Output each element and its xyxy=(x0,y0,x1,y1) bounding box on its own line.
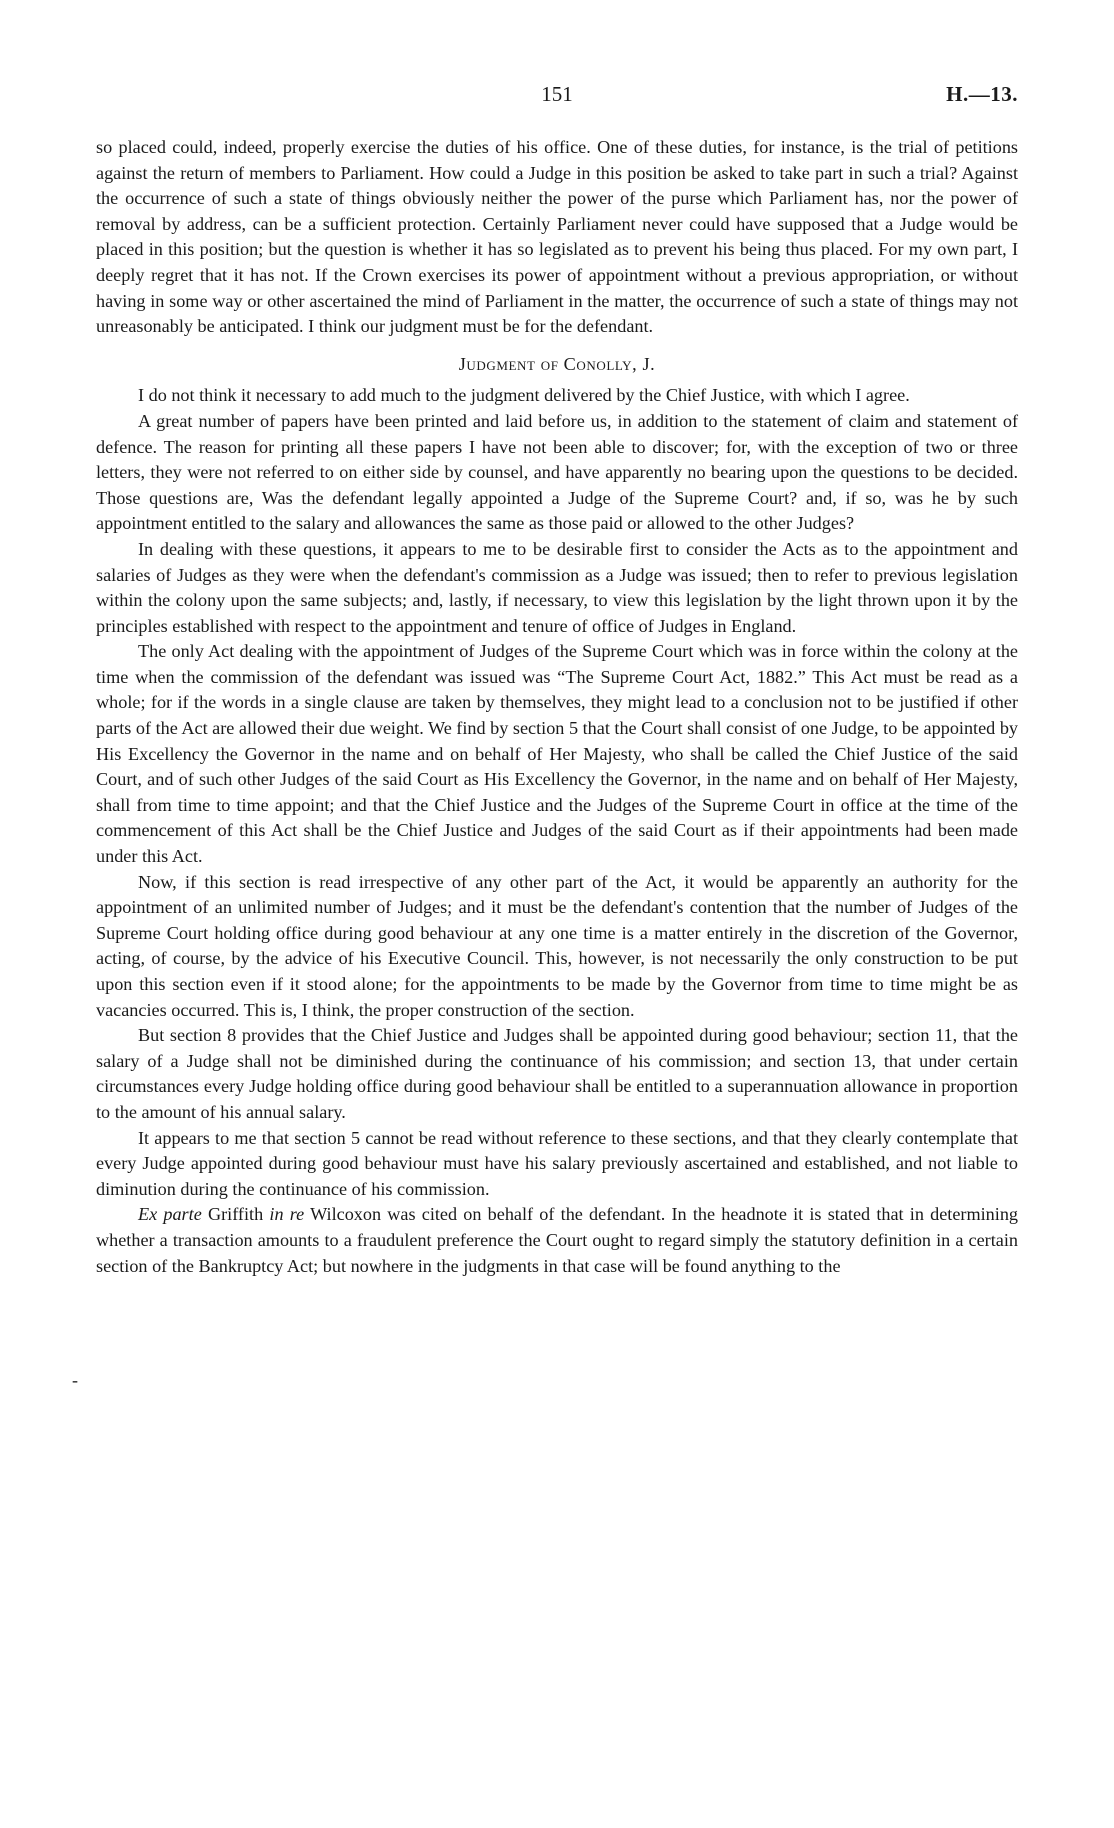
paragraph-8 xyxy=(96,1202,1018,1279)
opening-paragraph: so placed could, indeed, properly exercise the duties of his office. One of these duties, for instance, is the trial of petitions against the return of members to Parliament. How could a Judge in this position be asked to take part in such a trial? Against the occurrence of such a state of things obviously neither the power of the purse which Parliament has, nor the power of removal by address, can be a sufficient protection. Certainly Parliament never could have supposed that a Judge would be placed in this position; but the question is whether it has so legislated as to prevent his being thus placed. For my own part, I deeply regret that it has not. If the Crown exercises its power of appointment without a previous appropriation, or without having in some way or other ascertained the mind of Parliament in the matter, the occurrence of such a state of things may not unreasonably be anticipated. I think our judgment must be for the defendant. xyxy=(96,137,1018,337)
case-italic-in-re: in re xyxy=(269,1204,305,1225)
paragraph-2: A great number of papers have been printed and laid before us, in addition to the statement of claim and statement of defence. The reason for printing all these papers I have not been able to discover; for, with the exception of two or three letters, they were not referred to on either side by counsel, and have apparently no bearing upon the questions to be decided. Those questions are, Was the defendant legally appointed a Judge of the Supreme Court? and, if so, was he by such appointment entitled to the salary and allowances the same as those paid or allowed to the other Judges? xyxy=(96,410,1018,534)
paragraph-7: It appears to me that section 5 cannot be read without reference to these sections, and that they clearly contemplate that every Judge appointed during good behaviour must have his salary previously ascertained and established, and not liable to diminution during the continuance of his commission. xyxy=(96,1127,1018,1199)
body-text xyxy=(96,135,1018,1279)
section-heading: Judgment of Conolly, J. xyxy=(458,353,656,374)
paragraph-3: In dealing with these questions, it appears to me to be desirable first to consider the Acts as to the appointment and salaries of Judges as they were when the defendant's commission as a Judge was issued; then to refer to previous legislation within the colony upon the same subjects; and, lastly, if necessary, to view this legislation by the light thrown upon it by the principles established with respect to the appointment and tenure of office of Judges in England. xyxy=(96,538,1018,636)
page-number: 151 xyxy=(541,82,573,106)
paragraph-8-text: was cited on behalf of the defendant. In the headnote it is stated that in determining whether a transaction amounts to a fraudulent preference the Court ought to regard simply the statutory definition in a certain section of the Bankruptcy Act; but nowhere in the judgments in that case will be found anything to the xyxy=(96,1204,1019,1276)
case-name-wilcoxon: Wilcoxon xyxy=(304,1204,382,1225)
document-reference-code: H.—13. xyxy=(946,82,1018,106)
page-header xyxy=(96,82,1018,112)
case-italic-ex-parte: Ex parte xyxy=(138,1204,202,1225)
paragraph-6: But section 8 provides that the Chief Justice and Judges shall be appointed during good behaviour; section 11, that the salary of a Judge shall not be diminished during the continuance of his commission; and section 13, that under certain circumstances every Judge holding office during good behaviour shall be entitled to a superannuation allowance in proportion to the amount of his annual salary. xyxy=(96,1025,1018,1122)
paragraph-5: Now, if this section is read irrespective of any other part of the Act, it would be apparently an authority for the appointment of an unlimited number of Judges; and it must be the defendant's contention that the number of Judges of the Supreme Court holding office during good behaviour at any one time is a matter entirely in the discretion of the Governor, acting, of course, by the advice of his Executive Council. This, however, is not necessarily the only construction to be put upon this section even if it stood alone; for the appointments to be made by the Governor from time to time might be as vacancies occurred. This is, I think, the proper construction of the section. xyxy=(96,871,1018,1020)
paragraph-1: I do not think it necessary to add much to the judgment delivered by the Chief Justice, with which I agree. xyxy=(138,385,910,406)
paragraph-4: The only Act dealing with the appointment of Judges of the Supreme Court which was in force within the colony at the time when the commission of the defendant was issued was “The Supreme Court Act, 1882.” This Act must be read as a whole; for if the words in a single clause are taken by themselves, they might lead to a conclusion not to be justified if other parts of the Act are allowed their due weight. We find by section 5 that the Court shall consist of one Judge, to be appointed by His Excellency the Governor in the name and on behalf of Her Majesty, who shall be called the Chief Justice of the said Court, and of such other Judges of the said Court as His Excellency the Governor, in the name and on behalf of Her Majesty, shall from time to time appoint; and that the Chief Justice and the Judges of the Supreme Court in office at the time of the commencement of this Act shall be the Chief Justice and Judges of the said Court as if their appointments had been made under this Act. xyxy=(96,641,1019,867)
case-name-griffith: Griffith xyxy=(201,1204,270,1225)
margin-mark: - xyxy=(72,1370,78,1390)
